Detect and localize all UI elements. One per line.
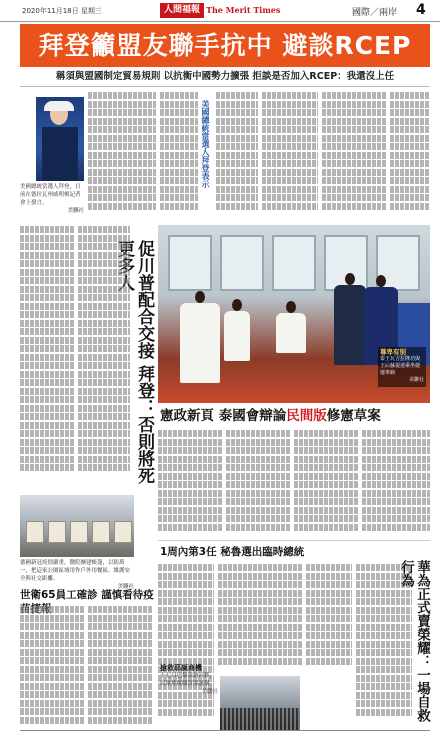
train-window [220,235,264,291]
peru-body-3 [306,564,352,672]
overlay-title: 尊卑有別 [380,348,406,356]
thai-body-1 [158,430,222,538]
lead-body-col-5 [160,92,198,220]
crowd-shape [220,708,300,730]
thai-royal-train-photo [158,225,430,403]
headline-text: 華為正式賣榮耀：一場自救行為 [398,560,430,722]
photo-credit: 美聯社 [67,208,84,214]
figure-dark-suit [334,285,366,365]
thai-body-3 [294,430,358,538]
caption-title: 搶救耶誕商機 [160,664,202,672]
photo-overlay-caption [378,347,426,387]
peru-story-headline: 1周內第3任 秘魯選出臨時總統 [160,546,305,558]
christmas-tree-photo [220,676,300,730]
figure-head [345,273,355,285]
lead-tagline: 美國總統當選人拜登表示 [201,100,210,188]
lead-body-col-3 [262,92,318,220]
figure-head [195,291,205,303]
headline-highlight: 民間版 [286,408,327,424]
caption-text: 美國總統當選人拜登，日前在德拉瓦州威明頓記者會上發言。 [20,184,81,206]
thai-story-headline [160,406,430,426]
tent-shape [114,521,132,543]
lead-body-col-4 [216,92,258,220]
story2-body-1 [20,226,74,488]
figure-white-uniform [276,313,306,353]
huawei-story-headline [398,560,430,728]
tent-shape [26,521,44,543]
street-photo-caption [20,559,134,590]
page-number: 4 [416,2,426,18]
tent-shape [70,521,88,543]
divider-rule [20,86,430,87]
thai-body-4 [362,430,430,538]
street-photo [20,495,134,557]
figure-head [286,301,296,313]
caption-text: 德國新冠疫情嚴重，醫院擴建帳篷，以防萬一，把這家公園區域用作戶外用餐區，維護安全與社交距離。 [20,560,131,582]
headline-part: 修憲草案 [326,408,381,424]
huawei-body-1 [356,564,412,728]
story2-headline: 促川普配合交接 拜登：否則將死 [134,240,154,484]
tent-shape [92,521,110,543]
lead-body-col-2 [322,92,386,220]
figure-white-uniform [224,311,250,361]
train-window [168,235,212,291]
tent-shape [48,521,66,543]
photo-credit: 美聯社 [408,377,424,383]
figure-head [376,275,386,287]
peru-photo-caption [160,664,218,730]
masthead [0,0,440,22]
story3-body-1 [20,606,84,728]
newspaper-logo: 人間福報 [160,3,204,18]
peru-body-2 [218,564,302,672]
story2-body-2 [78,226,130,488]
overlay-text: 泰王瓦吉拉隆功與王后蘇提達乘坐捷運車廂 [380,356,421,376]
story3-headline: 世衛65員工確診 謹慎看待疫 [20,589,154,601]
caption-text: 十七日巴黎塞納河畔，民眾排隊購買耶誕樹。 [160,673,216,687]
lead-subhead: 稱須與盟國制定貿易規則 以抗衡中國勢力擴張 拒談是否加入RCEP：我還沒上任 [55,71,395,82]
thai-body-2 [226,430,290,538]
lead-body-col-1 [390,92,430,220]
figure-head [232,299,242,311]
train-window [272,235,316,291]
bottom-rule [20,730,430,731]
figure-white-uniform [180,303,220,383]
issue-date: 2020年11月18日 星期三 [22,7,102,15]
story3-body-2 [88,606,152,728]
newspaper-logo-english: The Merit Times [206,5,281,15]
headline-part: 憲政新頁 泰國會辯論 [160,408,287,424]
biden-photo-caption [20,183,84,215]
biden-photo [36,97,84,181]
lead-headline: 拜登籲盟友聯手抗中 避談RCEP [38,31,412,60]
lead-body-col-6 [88,92,156,220]
photo-credit: 美聯社 [117,584,134,590]
lead-headline-band [20,24,430,67]
section-label: 國際／兩岸 [352,8,398,18]
section-divider [158,540,430,541]
photo-credit: 美聯社 [201,689,218,695]
